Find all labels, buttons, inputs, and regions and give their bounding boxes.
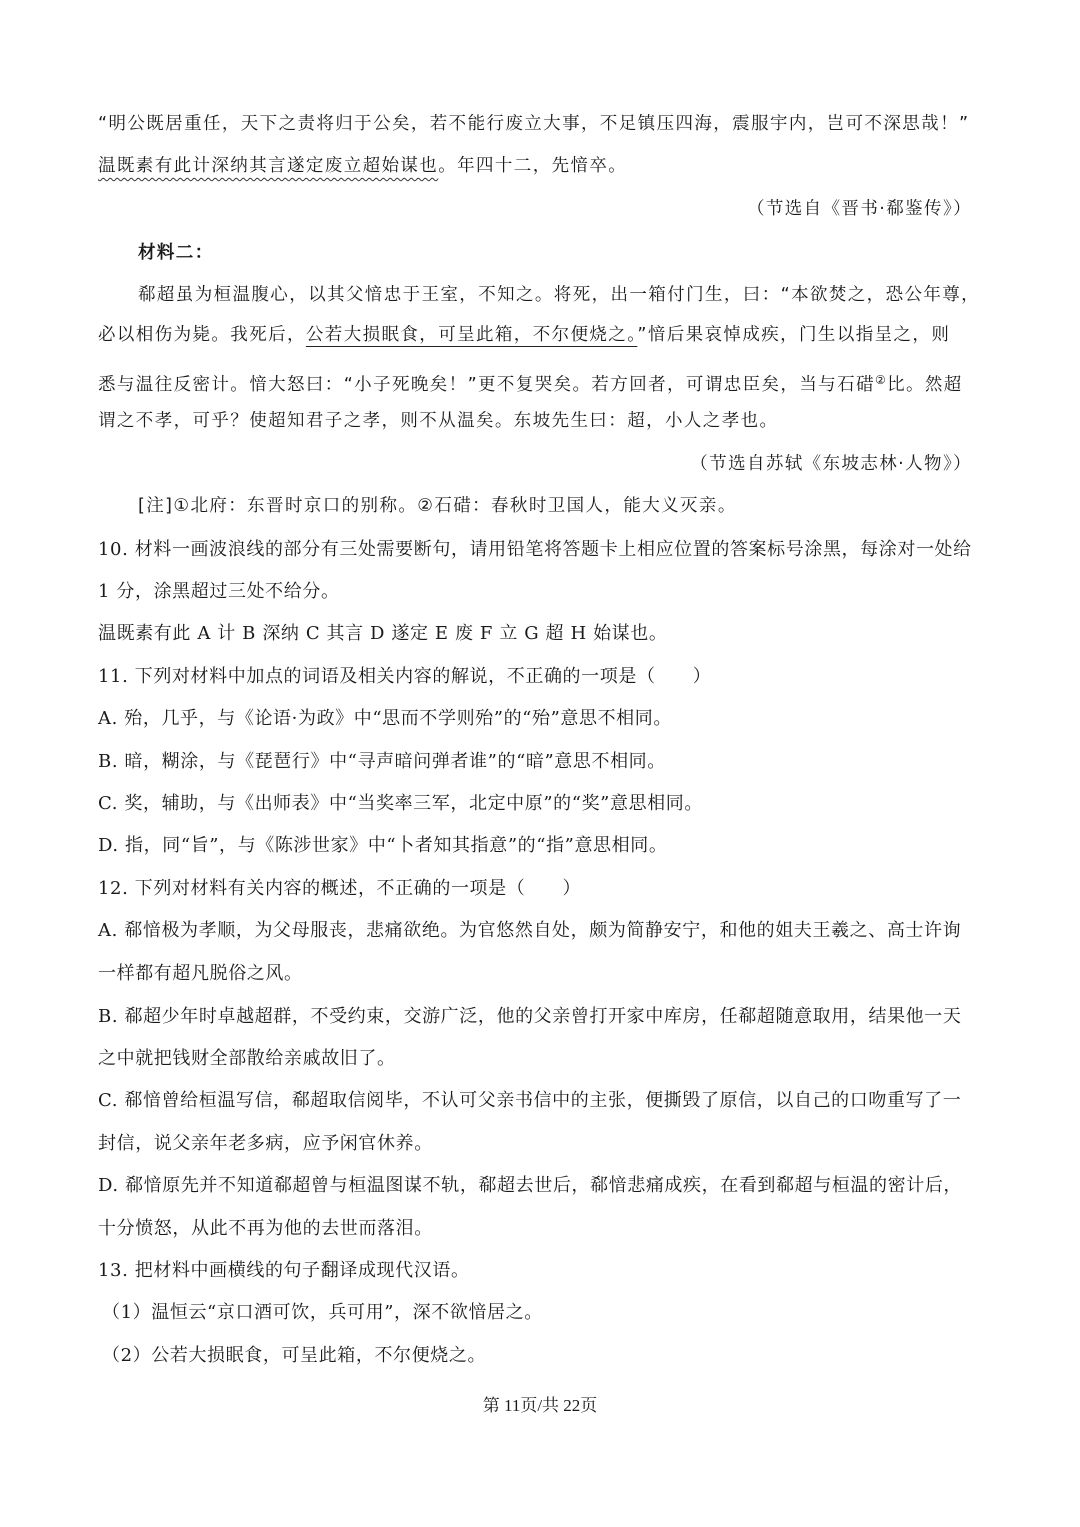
q12-option-a-line2: 一样都有超凡脱俗之风。 — [98, 963, 303, 984]
q13-stem: 13. 把材料中画横线的句子翻译成现代汉语。 — [98, 1260, 470, 1281]
material2-line2-pre: 必以相伤为毙。我死后， — [98, 325, 306, 345]
q13-sentence-2: （2）公若大损眠食，可呈此箱，不尔便烧之。 — [102, 1345, 487, 1366]
q12-option-c-line1: C. 郗愔曾给桓温写信，郗超取信阅毕，不认可父亲书信中的主张，便撕毁了原信，以自己的口吻重写了一 — [98, 1090, 962, 1111]
q12-option-b-line2: 之中就把钱财全部散给亲戚故旧了。 — [98, 1048, 396, 1069]
q12-option-d-line1: D. 郗愔原先并不知道郗超曾与桓温图谋不轨，郗超去世后，郗愔悲痛成疾，在看到郗超与桓温的密计后， — [98, 1175, 963, 1196]
q10-line2: 1 分，涂黑超过三处不给分。 — [98, 581, 340, 602]
footnote-marker: ② — [874, 373, 888, 387]
material1-line2-rest: 。年四十二，先愔卒。 — [438, 156, 628, 176]
q12-option-b-line1: B. 郗超少年时卓越超群，不受约束，交游广泛，他的父亲曾打开家中库房，任郗超随意取用，结果他一天 — [98, 1006, 962, 1027]
q12-stem: 12. 下列对材料有关内容的概述，不正确的一项是（ ） — [98, 878, 582, 899]
wavy-underlined-text: 温既素有此计深纳其言遂定废立超始谋也 — [98, 156, 439, 176]
material2-line2 — [98, 322, 988, 348]
underlined-sentence: 公若大损眠食，可呈此箱，不尔便烧之。 — [305, 325, 638, 345]
q11-option-d: D. 指，同“旨”，与《陈涉世家》中“卜者知其指意”的“指”意思相同。 — [98, 835, 668, 856]
q10-line3: 温既素有此 A 计 B 深纳 C 其言 D 遂定 E 废 F 立 G 超 H 始谋也。 — [98, 623, 668, 644]
q10-line1: 10. 材料一画波浪线的部分有三处需要断句，请用铅笔将答题卡上相应位置的答案标号涂黑，每涂对一处给 — [98, 539, 972, 560]
material2-line4: 谓之不孝，可乎？使超知君子之孝，则不从温矣。东坡先生曰：超，小人之孝也。 — [98, 411, 779, 431]
material1-line1: “明公既居重任，天下之责将归于公矣，若不能行废立大事，不足镇压四海，震服宇内，岂可不深思哉！” — [98, 114, 970, 134]
material1-source: （节选自《晋书·郗鉴传》） — [746, 199, 972, 219]
q12-option-c-line2: 封信，说父亲年老多病，应予闲官休养。 — [98, 1133, 433, 1154]
material2-line1: 郗超虽为桓温腹心，以其父愔忠于王室，不知之。将死，出一箱付门生，曰：“本欲焚之，恐公年尊， — [138, 285, 981, 305]
page-number-footer: 第 11页/共 22页 — [482, 1396, 598, 1415]
material2-source: （节选自苏轼《东坡志林·人物》） — [690, 454, 972, 474]
q11-option-c: C. 奖，辅助，与《出师表》中“当奖率三军，北定中原”的“奖”意思相同。 — [98, 793, 703, 814]
q11-option-b: B. 暗，糊涂，与《琵琶行》中“寻声暗问弹者谁”的“暗”意思不相同。 — [98, 751, 666, 772]
material2-line3-post: 比。然超 — [887, 375, 963, 395]
q13-sentence-1: （1）温恒云“京口酒可饮，兵可用”，深不欲愔居之。 — [102, 1302, 543, 1323]
material2-heading: 材料二： — [138, 243, 214, 263]
q12-option-a-line1: A. 郗愔极为孝顺，为父母服丧，悲痛欲绝。为官悠然自处，颇为简静安宁，和他的姐夫王羲之、高士许询 — [98, 920, 962, 941]
q12-option-d-line2: 十分愤怒，从此不再为他的去世而落泪。 — [98, 1218, 433, 1239]
q11-option-a: A. 殆，几乎，与《论语·为政》中“思而不学则殆”的“殆”意思不相同。 — [98, 708, 672, 729]
annotation-note: [注]①北府：东晋时京口的别称。②石碏：春秋时卫国人，能大义灭亲。 — [138, 496, 737, 516]
material2-line3-pre: 悉与温往反密计。愔大怒曰：“小子死晚矣！”更不复哭矣。若方回者，可谓忠臣矣，当与石碏 — [98, 375, 875, 395]
q11-stem: 11. 下列对材料中加点的词语及相关内容的解说，不正确的一项是（ ） — [98, 666, 712, 687]
material1-line2 — [98, 153, 988, 179]
material2-line3 — [98, 367, 988, 398]
material2-line2-post: ”愔后果哀悼成疾，门生以指呈之，则 — [637, 325, 951, 345]
